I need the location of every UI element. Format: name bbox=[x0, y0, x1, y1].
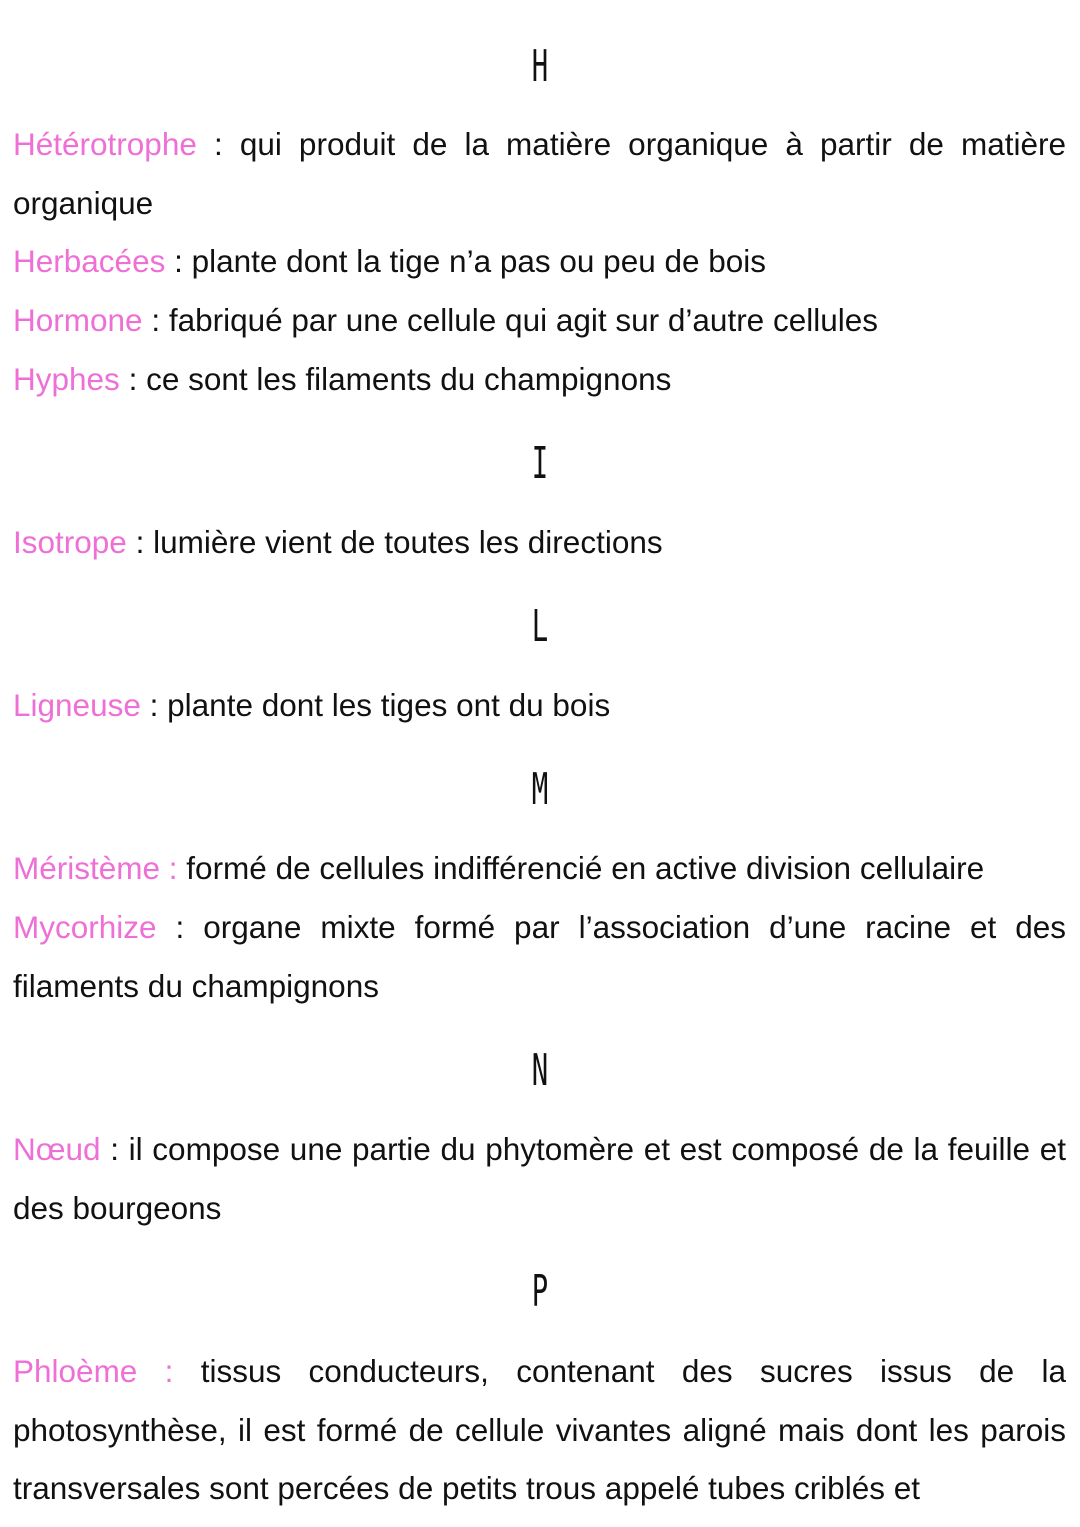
glossary-entry-mycorhize bbox=[13, 898, 1066, 1015]
separator: : bbox=[156, 909, 204, 945]
term-hyphes: Hyphes bbox=[13, 361, 120, 397]
section-letter-p: P bbox=[531, 1266, 549, 1317]
glossary-entry-ligneuse bbox=[13, 676, 1066, 735]
separator: : bbox=[126, 524, 154, 560]
glossary-entry-heterotrophe bbox=[13, 115, 1066, 232]
glossary-entry-isotrope bbox=[13, 513, 1066, 572]
separator: : bbox=[137, 1353, 201, 1389]
separator: : bbox=[196, 126, 240, 162]
term-mycorhize: Mycorhize bbox=[13, 909, 157, 945]
separator: : bbox=[165, 243, 192, 279]
term-herbacees: Herbacées bbox=[13, 243, 166, 279]
definition-heterotrophe: qui produit de la matière organique à partir de matière organique bbox=[13, 126, 1067, 221]
glossary-entry-hyphes bbox=[13, 350, 1066, 409]
glossary-entry-meristeme bbox=[13, 839, 1066, 898]
separator: : bbox=[160, 850, 187, 886]
separator: : bbox=[119, 361, 147, 397]
section-letter-h: H bbox=[531, 41, 549, 92]
separator: : bbox=[140, 687, 168, 723]
definition-noeud: il compose une partie du phytomère et est composé de la feuille et des bourgeons bbox=[13, 1131, 1066, 1226]
separator: : bbox=[100, 1131, 129, 1167]
glossary-entry-herbacees bbox=[13, 232, 1066, 291]
definition-meristeme: formé de cellules indifférencié en active division cellulaire bbox=[186, 850, 985, 886]
definition-phloeme: tissus conducteurs, contenant des sucres issus de la photosynthèse, il est formé de cellule vivantes aligné mais dont les parois transversales sont percées de petits trous appelé tubes criblés et bbox=[13, 1353, 1066, 1506]
glossary-entry-noeud bbox=[13, 1120, 1066, 1237]
section-letter-n: N bbox=[531, 1045, 549, 1096]
definition-mycorhize: organe mixte formé par l’association d’une racine et des filaments du champignons bbox=[13, 909, 1066, 1004]
term-heterotrophe: Hétérotrophe bbox=[13, 126, 197, 162]
term-noeud: Nœud bbox=[13, 1131, 101, 1167]
definition-isotrope: lumière vient de toutes les directions bbox=[153, 524, 663, 560]
glossary-entry-hormone bbox=[13, 291, 1066, 350]
separator: : bbox=[142, 302, 169, 338]
definition-ligneuse: plante dont les tiges ont du bois bbox=[167, 687, 611, 723]
definition-hormone: fabriqué par une cellule qui agit sur d’autre cellules bbox=[168, 302, 879, 338]
definition-herbacees: plante dont la tige n’a pas ou peu de bois bbox=[191, 243, 767, 279]
term-hormone: Hormone bbox=[13, 302, 143, 338]
section-letter-l: L bbox=[531, 601, 549, 652]
definition-hyphes: ce sont les filaments du champignons bbox=[146, 361, 672, 397]
term-ligneuse: Ligneuse bbox=[13, 687, 141, 723]
term-isotrope: Isotrope bbox=[13, 524, 127, 560]
section-letter-i: I bbox=[531, 438, 549, 489]
glossary-entry-phloeme bbox=[13, 1342, 1066, 1518]
section-letter-m: M bbox=[531, 764, 549, 815]
term-phloeme: Phloème bbox=[13, 1353, 138, 1389]
term-meristeme: Méristème bbox=[13, 850, 161, 886]
